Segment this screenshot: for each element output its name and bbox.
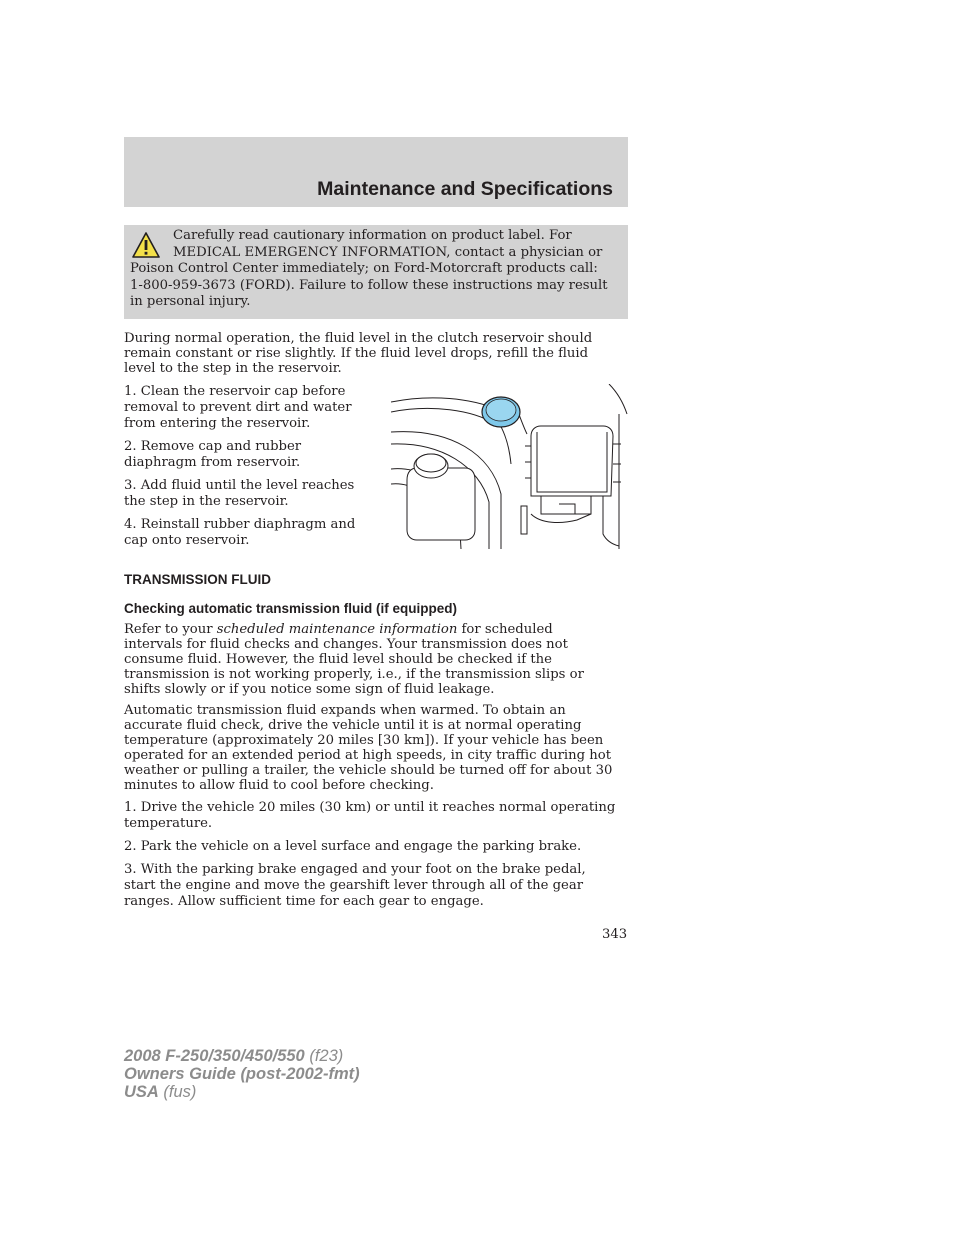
sub-heading: Checking automatic transmission fluid (if equipped)	[124, 601, 458, 616]
trans-step-3: 3. With the parking brake engaged and your foot on the brake pedal, start the engine and move the gearshift lever through all of the gear ranges. Allow sufficient time for each gear to engage.	[124, 862, 586, 909]
section-header-band	[124, 137, 628, 207]
clutch-step-2: 2. Remove cap and rubber diaphragm from reservoir.	[124, 439, 302, 470]
trans-step-2: 2. Park the vehicle on a level surface and engage the parking brake.	[124, 839, 582, 854]
warning-line: Poison Control Center immediately; on Ford-Motorcraft products call:	[130, 261, 598, 276]
warning-box	[124, 225, 628, 319]
document-footer: 2008 F-250/350/450/550 (f23) Owners Guide (post-2002-fmt) USA (fus)	[124, 1047, 360, 1101]
warning-line: MEDICAL EMERGENCY INFORMATION, contact a physician or	[173, 244, 603, 260]
clutch-step-4: 4. Reinstall rubber diaphragm and cap onto reservoir.	[124, 517, 356, 548]
section-title: Maintenance and Specifications	[317, 178, 613, 200]
warning-text	[130, 228, 624, 311]
paragraph-fluid-expansion: Automatic transmission fluid expands when warmed. To obtain an accurate fluid check, drive the vehicle until it is at normal operating temperature (approximately 20 miles [30 km]). If your vehicle has been operated for an extended period at high speeds, in city traffic during hot weather or pulling a trailer, the vehicle should be turned off for about 30 minutes to allow fluid to cool before checking.	[124, 703, 613, 793]
intro-paragraph: During normal operation, the fluid level in the clutch reservoir should remain constant or rise slightly. If the fluid level drops, refill the fluid level to the step in the reservoir.	[124, 331, 593, 376]
scheduled-maintenance-reference: scheduled maintenance information	[216, 622, 458, 637]
warning-line: 1-800-959-3673 (FORD). Failure to follow these instructions may result	[130, 277, 608, 293]
page-number: 343	[602, 927, 628, 942]
clutch-reservoir-illustration	[391, 384, 631, 549]
clutch-step-3: 3. Add fluid until the level reaches the step in the reservoir.	[124, 478, 355, 509]
clutch-step-1: 1. Clean the reservoir cap before removal to prevent dirt and water from entering the reservoir.	[124, 384, 352, 431]
section-heading: TRANSMISSION FLUID	[124, 572, 271, 587]
trans-step-1: 1. Drive the vehicle 20 miles (30 km) or until it reaches normal operating temperature.	[124, 800, 616, 831]
warning-line: in personal injury.	[130, 294, 251, 309]
paragraph-maintenance-ref: Refer to your scheduled maintenance information for scheduled intervals for fluid checks and changes. Your transmission does not consume fluid. However, the fluid level should be checked if the transmission is not working properly, i.e., if the transmission slips or shifts slowly or if you notice some sign of fluid leakage.	[124, 622, 584, 697]
warning-line: Carefully read cautionary information on product label. For	[173, 228, 572, 243]
